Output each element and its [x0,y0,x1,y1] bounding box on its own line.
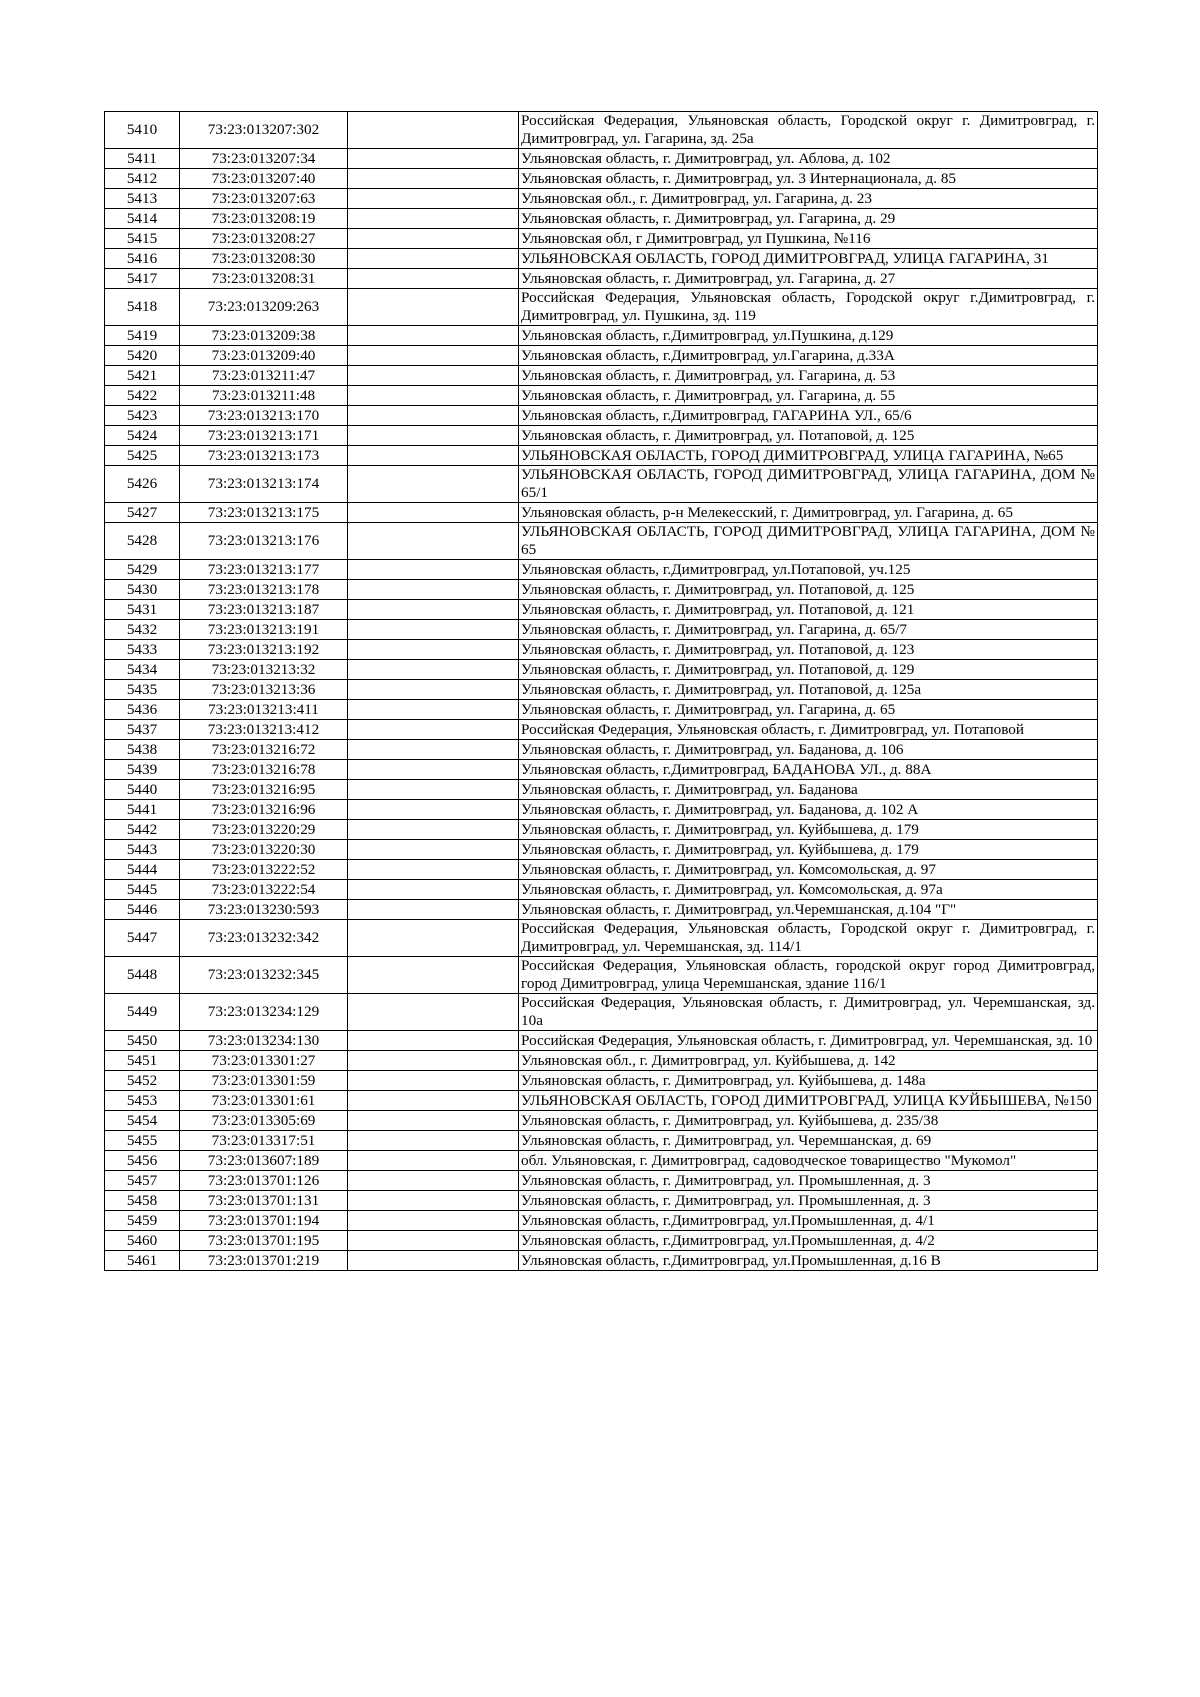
address-cell: Ульяновская область, г. Димитровград, ул. Потаповой, д. 125а [519,680,1098,700]
address-cell: Ульяновская область, г. Димитровград, ул. Потаповой, д. 121 [519,600,1098,620]
row-number-cell: 5459 [105,1211,180,1231]
address-cell: Ульяновская область, г. Димитровград, ул. Потаповой, д. 125 [519,580,1098,600]
row-number-cell: 5410 [105,112,180,149]
table-row [105,149,1098,169]
empty-cell [348,720,519,740]
empty-cell [348,366,519,386]
address-cell: УЛЬЯНОВСКАЯ ОБЛАСТЬ, ГОРОД ДИМИТРОВГРАД, УЛИЦА ГАГАРИНА, №65 [519,446,1098,466]
empty-cell [348,1171,519,1191]
empty-cell [348,860,519,880]
address-cell: Ульяновская обл., г. Димитровград, ул. Гагарина, д. 23 [519,189,1098,209]
row-number-cell: 5444 [105,860,180,880]
cadastral-number-cell: 73:23:013607:189 [180,1151,348,1171]
table-row [105,1131,1098,1151]
address-cell: Ульяновская область, г. Димитровград, ул.Черемшанская, д.104 "Г" [519,900,1098,920]
address-cell: Ульяновская область, г. Димитровград, ул. Потаповой, д. 123 [519,640,1098,660]
row-number-cell: 5416 [105,249,180,269]
table-row [105,994,1098,1031]
cadastral-number-cell: 73:23:013213:171 [180,426,348,446]
empty-cell [348,957,519,994]
address-cell: Ульяновская область, г. Димитровград, ул. Куйбышева, д. 179 [519,820,1098,840]
empty-cell [348,800,519,820]
cadastral-number-cell: 73:23:013207:63 [180,189,348,209]
row-number-cell: 5429 [105,560,180,580]
address-cell: Ульяновская обл., г. Димитровград, ул. Куйбышева, д. 142 [519,1051,1098,1071]
cadastral-number-cell: 73:23:013209:38 [180,326,348,346]
row-number-cell: 5457 [105,1171,180,1191]
empty-cell [348,289,519,326]
empty-cell [348,426,519,446]
cadastral-number-cell: 73:23:013701:126 [180,1171,348,1191]
row-number-cell: 5460 [105,1231,180,1251]
empty-cell [348,660,519,680]
table-row [105,920,1098,957]
row-number-cell: 5456 [105,1151,180,1171]
table-row [105,860,1098,880]
table-row [105,406,1098,426]
empty-cell [348,1251,519,1271]
empty-cell [348,1151,519,1171]
cadastral-number-cell: 73:23:013208:30 [180,249,348,269]
table-row [105,640,1098,660]
address-cell: Ульяновская область, г. Димитровград, ул. Куйбышева, д. 179 [519,840,1098,860]
table-row [105,680,1098,700]
row-number-cell: 5442 [105,820,180,840]
cadastral-number-cell: 73:23:013301:61 [180,1091,348,1111]
cadastral-number-cell: 73:23:013701:195 [180,1231,348,1251]
empty-cell [348,406,519,426]
row-number-cell: 5432 [105,620,180,640]
table-row [105,346,1098,366]
cadastral-number-cell: 73:23:013208:31 [180,269,348,289]
empty-cell [348,249,519,269]
table-body [105,112,1098,1271]
address-cell: Ульяновская область, г. Димитровград, ул. Куйбышева, д. 235/38 [519,1111,1098,1131]
cadastral-number-cell: 73:23:013220:30 [180,840,348,860]
address-cell: Ульяновская область, г. Димитровград, ул. Гагарина, д. 27 [519,269,1098,289]
table-row [105,1051,1098,1071]
cadastral-number-cell: 73:23:013232:345 [180,957,348,994]
empty-cell [348,1071,519,1091]
empty-cell [348,700,519,720]
cadastral-number-cell: 73:23:013211:48 [180,386,348,406]
empty-cell [348,560,519,580]
empty-cell [348,620,519,640]
address-cell: УЛЬЯНОВСКАЯ ОБЛАСТЬ, ГОРОД ДИМИТРОВГРАД, УЛИЦА КУЙБЫШЕВА, №150 [519,1091,1098,1111]
address-cell: Ульяновская область, г. Димитровград, ул. Гагарина, д. 65 [519,700,1098,720]
address-cell: Российская Федерация, Ульяновская область, Городской округ г.Димитровград, г. Димитровград, ул. Пушкина, зд. 119 [519,289,1098,326]
address-cell: Ульяновская область, р-н Мелекесский, г. Димитровград, ул. Гагарина, д. 65 [519,503,1098,523]
empty-cell [348,446,519,466]
address-cell: Ульяновская область, г. Димитровград, ул. Аблова, д. 102 [519,149,1098,169]
address-cell: Ульяновская область, г. Димитровград, ул. Потаповой, д. 125 [519,426,1098,446]
cadastral-number-cell: 73:23:013213:192 [180,640,348,660]
empty-cell [348,1091,519,1111]
cadastral-number-cell: 73:23:013213:175 [180,503,348,523]
table-row [105,1251,1098,1271]
empty-cell [348,994,519,1031]
table-row [105,1211,1098,1231]
row-number-cell: 5420 [105,346,180,366]
cadastral-number-cell: 73:23:013213:32 [180,660,348,680]
row-number-cell: 5454 [105,1111,180,1131]
row-number-cell: 5441 [105,800,180,820]
cadastral-number-cell: 73:23:013213:170 [180,406,348,426]
cadastral-number-cell: 73:23:013213:176 [180,523,348,560]
empty-cell [348,269,519,289]
cadastral-number-cell: 73:23:013208:19 [180,209,348,229]
row-number-cell: 5419 [105,326,180,346]
row-number-cell: 5453 [105,1091,180,1111]
empty-cell [348,600,519,620]
empty-cell [348,466,519,503]
address-cell: Российская Федерация, Ульяновская область, Городской округ г. Димитровград, г. Димитровград, ул. Черемшанская, зд. 114/1 [519,920,1098,957]
row-number-cell: 5451 [105,1051,180,1071]
address-cell: Ульяновская область, г. Димитровград, ул. Комсомольская, д. 97а [519,880,1098,900]
empty-cell [348,820,519,840]
table-row [105,289,1098,326]
table-row [105,700,1098,720]
table-row [105,523,1098,560]
address-cell: Российская Федерация, Ульяновская область, городской округ город Димитровград, город Димитровград, улица Черемшанская, здание 116/1 [519,957,1098,994]
empty-cell [348,1111,519,1131]
address-cell: Ульяновская область, г. Димитровград, ул. Черемшанская, д. 69 [519,1131,1098,1151]
cadastral-number-cell: 73:23:013216:78 [180,760,348,780]
table-row [105,800,1098,820]
row-number-cell: 5449 [105,994,180,1031]
cadastral-number-cell: 73:23:013213:177 [180,560,348,580]
row-number-cell: 5436 [105,700,180,720]
row-number-cell: 5437 [105,720,180,740]
row-number-cell: 5418 [105,289,180,326]
table-row [105,1031,1098,1051]
address-cell: Ульяновская область, г.Димитровград, ГАГАРИНА УЛ., 65/6 [519,406,1098,426]
cadastral-number-cell: 73:23:013701:131 [180,1191,348,1211]
row-number-cell: 5458 [105,1191,180,1211]
table-row [105,560,1098,580]
table-row [105,269,1098,289]
empty-cell [348,740,519,760]
empty-cell [348,760,519,780]
address-cell: УЛЬЯНОВСКАЯ ОБЛАСТЬ, ГОРОД ДИМИТРОВГРАД, УЛИЦА ГАГАРИНА, 31 [519,249,1098,269]
table-row [105,189,1098,209]
address-cell: Ульяновская область, г.Димитровград, БАДАНОВА УЛ., д. 88А [519,760,1098,780]
cadastral-number-cell: 73:23:013213:173 [180,446,348,466]
address-cell: Ульяновская область, г. Димитровград, ул. Гагарина, д. 29 [519,209,1098,229]
table-row [105,740,1098,760]
table-row [105,466,1098,503]
table-row [105,780,1098,800]
cadastral-number-cell: 73:23:013208:27 [180,229,348,249]
row-number-cell: 5426 [105,466,180,503]
table-row [105,503,1098,523]
address-cell: Ульяновская область, г. Димитровград, ул. Баданова [519,780,1098,800]
table-row [105,820,1098,840]
cadastral-number-cell: 73:23:013213:174 [180,466,348,503]
row-number-cell: 5439 [105,760,180,780]
empty-cell [348,1051,519,1071]
address-cell: Ульяновская область, г. Димитровград, ул. 3 Интернационала, д. 85 [519,169,1098,189]
table-row [105,720,1098,740]
table-row [105,229,1098,249]
cadastral-number-cell: 73:23:013213:412 [180,720,348,740]
table-row [105,660,1098,680]
table-row [105,446,1098,466]
cadastral-number-cell: 73:23:013213:187 [180,600,348,620]
table-row [105,760,1098,780]
address-cell: Российская Федерация, Ульяновская область, г. Димитровград, ул. Черемшанская, зд. 10 [519,1031,1098,1051]
row-number-cell: 5433 [105,640,180,660]
row-number-cell: 5428 [105,523,180,560]
table-row [105,386,1098,406]
address-cell: УЛЬЯНОВСКАЯ ОБЛАСТЬ, ГОРОД ДИМИТРОВГРАД, УЛИЦА ГАГАРИНА, ДОМ № 65 [519,523,1098,560]
table-row [105,957,1098,994]
cadastral-number-cell: 73:23:013234:130 [180,1031,348,1051]
address-cell: обл. Ульяновская, г. Димитровград, садоводческое товарищество "Мукомол" [519,1151,1098,1171]
row-number-cell: 5413 [105,189,180,209]
row-number-cell: 5421 [105,366,180,386]
row-number-cell: 5422 [105,386,180,406]
row-number-cell: 5424 [105,426,180,446]
table-row [105,1091,1098,1111]
row-number-cell: 5452 [105,1071,180,1091]
cadastral-number-cell: 73:23:013232:342 [180,920,348,957]
empty-cell [348,523,519,560]
cadastral-number-cell: 73:23:013222:54 [180,880,348,900]
row-number-cell: 5461 [105,1251,180,1271]
empty-cell [348,189,519,209]
table-row [105,600,1098,620]
empty-cell [348,780,519,800]
row-number-cell: 5434 [105,660,180,680]
row-number-cell: 5417 [105,269,180,289]
row-number-cell: 5445 [105,880,180,900]
table-row [105,249,1098,269]
table-row [105,1231,1098,1251]
table-row [105,580,1098,600]
table-row [105,880,1098,900]
cadastral-number-cell: 73:23:013234:129 [180,994,348,1031]
cadastral-number-cell: 73:23:013211:47 [180,366,348,386]
table-row [105,426,1098,446]
address-cell: Российская Федерация, Ульяновская область, Городской округ г. Димитровград, г. Димитровград, ул. Гагарина, зд. 25а [519,112,1098,149]
address-cell: Ульяновская область, г. Димитровград, ул. Потаповой, д. 129 [519,660,1098,680]
empty-cell [348,880,519,900]
cadastral-number-cell: 73:23:013222:52 [180,860,348,880]
empty-cell [348,149,519,169]
row-number-cell: 5430 [105,580,180,600]
cadastral-number-cell: 73:23:013301:59 [180,1071,348,1091]
cadastral-number-cell: 73:23:013216:96 [180,800,348,820]
address-cell: Ульяновская обл, г Димитровград, ул Пушкина, №116 [519,229,1098,249]
empty-cell [348,580,519,600]
empty-cell [348,386,519,406]
table-row [105,1171,1098,1191]
cadastral-number-cell: 73:23:013207:34 [180,149,348,169]
cadastral-number-cell: 73:23:013701:219 [180,1251,348,1271]
table-row [105,1191,1098,1211]
empty-cell [348,1191,519,1211]
address-cell: Ульяновская область, г.Димитровград, ул.Промышленная, д. 4/1 [519,1211,1098,1231]
empty-cell [348,680,519,700]
cadastral-number-cell: 73:23:013207:302 [180,112,348,149]
table-row [105,169,1098,189]
address-cell: Ульяновская область, г.Димитровград, ул.Промышленная, д. 4/2 [519,1231,1098,1251]
empty-cell [348,229,519,249]
empty-cell [348,326,519,346]
empty-cell [348,900,519,920]
address-cell: Ульяновская область, г. Димитровград, ул. Баданова, д. 102 А [519,800,1098,820]
address-cell: Ульяновская область, г. Димитровград, ул. Куйбышева, д. 148а [519,1071,1098,1091]
row-number-cell: 5425 [105,446,180,466]
cadastral-number-cell: 73:23:013220:29 [180,820,348,840]
empty-cell [348,209,519,229]
address-cell: Ульяновская область, г. Димитровград, ул. Баданова, д. 106 [519,740,1098,760]
cadastral-number-cell: 73:23:013230:593 [180,900,348,920]
table-row [105,1151,1098,1171]
cadastral-number-cell: 73:23:013301:27 [180,1051,348,1071]
row-number-cell: 5423 [105,406,180,426]
cadastral-number-cell: 73:23:013216:72 [180,740,348,760]
address-cell: Ульяновская область, г. Димитровград, ул. Гагарина, д. 53 [519,366,1098,386]
row-number-cell: 5412 [105,169,180,189]
table-row [105,326,1098,346]
empty-cell [348,640,519,660]
cadastral-number-cell: 73:23:013213:191 [180,620,348,640]
row-number-cell: 5438 [105,740,180,760]
address-cell: Ульяновская область, г. Димитровград, ул. Промышленная, д. 3 [519,1171,1098,1191]
row-number-cell: 5448 [105,957,180,994]
address-cell: Ульяновская область, г. Димитровград, ул. Гагарина, д. 55 [519,386,1098,406]
empty-cell [348,503,519,523]
empty-cell [348,112,519,149]
row-number-cell: 5435 [105,680,180,700]
row-number-cell: 5411 [105,149,180,169]
row-number-cell: 5446 [105,900,180,920]
table-row [105,209,1098,229]
empty-cell [348,1031,519,1051]
address-cell: УЛЬЯНОВСКАЯ ОБЛАСТЬ, ГОРОД ДИМИТРОВГРАД, УЛИЦА ГАГАРИНА, ДОМ № 65/1 [519,466,1098,503]
address-cell: Российская Федерация, Ульяновская область, г. Димитровград, ул. Потаповой [519,720,1098,740]
address-cell: Ульяновская область, г.Димитровград, ул.Гагарина, д.33А [519,346,1098,366]
cadastral-number-cell: 73:23:013213:178 [180,580,348,600]
empty-cell [348,920,519,957]
cadastral-number-cell: 73:23:013213:411 [180,700,348,720]
table-row [105,1071,1098,1091]
table-row [105,1111,1098,1131]
row-number-cell: 5455 [105,1131,180,1151]
property-table [104,111,1098,1271]
address-cell: Ульяновская область, г. Димитровград, ул. Промышленная, д. 3 [519,1191,1098,1211]
cadastral-number-cell: 73:23:013317:51 [180,1131,348,1151]
row-number-cell: 5414 [105,209,180,229]
cadastral-number-cell: 73:23:013701:194 [180,1211,348,1231]
table-row [105,112,1098,149]
empty-cell [348,346,519,366]
cadastral-number-cell: 73:23:013305:69 [180,1111,348,1131]
table-row [105,840,1098,860]
cadastral-number-cell: 73:23:013213:36 [180,680,348,700]
empty-cell [348,840,519,860]
cadastral-number-cell: 73:23:013207:40 [180,169,348,189]
address-cell: Ульяновская область, г. Димитровград, ул. Гагарина, д. 65/7 [519,620,1098,640]
row-number-cell: 5443 [105,840,180,860]
table-row [105,620,1098,640]
address-cell: Ульяновская область, г. Димитровград, ул. Комсомольская, д. 97 [519,860,1098,880]
row-number-cell: 5450 [105,1031,180,1051]
cadastral-number-cell: 73:23:013216:95 [180,780,348,800]
empty-cell [348,169,519,189]
row-number-cell: 5415 [105,229,180,249]
table-row [105,900,1098,920]
empty-cell [348,1131,519,1151]
cadastral-number-cell: 73:23:013209:40 [180,346,348,366]
address-cell: Ульяновская область, г.Димитровград, ул.Пушкина, д.129 [519,326,1098,346]
empty-cell [348,1231,519,1251]
table-row [105,366,1098,386]
row-number-cell: 5447 [105,920,180,957]
address-cell: Ульяновская область, г.Димитровград, ул.Потаповой, уч.125 [519,560,1098,580]
row-number-cell: 5431 [105,600,180,620]
empty-cell [348,1211,519,1231]
row-number-cell: 5427 [105,503,180,523]
row-number-cell: 5440 [105,780,180,800]
address-cell: Российская Федерация, Ульяновская область, г. Димитровград, ул. Черемшанская, зд. 10а [519,994,1098,1031]
address-cell: Ульяновская область, г.Димитровград, ул.Промышленная, д.16 В [519,1251,1098,1271]
cadastral-number-cell: 73:23:013209:263 [180,289,348,326]
